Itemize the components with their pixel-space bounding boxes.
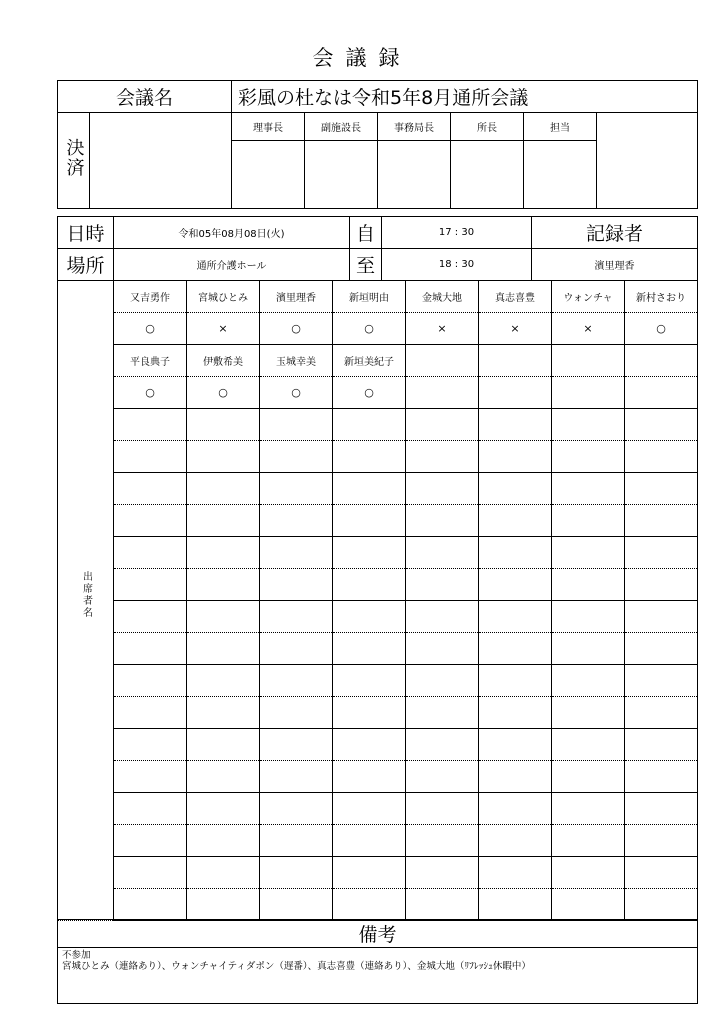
attendee-name — [260, 537, 333, 569]
approval-role: 理事長 — [232, 113, 305, 141]
attendee-name: 濱里理香 — [260, 281, 333, 313]
attendee-name — [406, 345, 479, 377]
meeting-name-label: 会議名 — [58, 81, 232, 113]
attendance-mark — [114, 441, 187, 473]
attendance-mark — [114, 505, 187, 537]
attendee-name: ウォンチャ — [552, 281, 625, 313]
attendance-mark: ○ — [260, 377, 333, 409]
attendance-mark — [625, 889, 698, 921]
attendee-name — [114, 793, 187, 825]
attendee-name — [625, 793, 698, 825]
place-value: 通所介護ホール — [114, 249, 350, 281]
page-title: 会議録 — [312, 46, 412, 70]
attendance-mark — [187, 441, 260, 473]
attendance-mark — [333, 441, 406, 473]
attendee-name: 伊敷希美 — [187, 345, 260, 377]
recorder-value: 濱里理香 — [532, 249, 698, 281]
attendance-mark — [479, 633, 552, 665]
attendance-mark — [114, 633, 187, 665]
attendance-mark — [114, 569, 187, 601]
attendance-mark — [406, 761, 479, 793]
attendee-name — [114, 473, 187, 505]
attendee-name — [479, 793, 552, 825]
attendee-name — [333, 409, 406, 441]
attendee-name — [333, 473, 406, 505]
attendance-mark — [406, 697, 479, 729]
attendees-label: 出席者名 — [58, 281, 114, 921]
remarks-line: 宮城ひとみ（連絡あり）、ウォンチャイティダポン（遅番）、真志喜豊（連絡あり）、金城大地（ﾘﾌﾚｯｼｭ休暇中） — [62, 961, 531, 972]
attendee-name — [552, 537, 625, 569]
attendance-mark — [333, 889, 406, 921]
attendee-name — [187, 665, 260, 697]
attendee-name — [260, 857, 333, 889]
attendance-mark: × — [406, 313, 479, 345]
attendance-mark — [406, 633, 479, 665]
attendee-name — [187, 793, 260, 825]
attendee-name — [333, 793, 406, 825]
remarks-line: 不参加 — [62, 950, 91, 961]
attendee-name — [479, 409, 552, 441]
attendance-mark — [479, 761, 552, 793]
attendance-mark: ○ — [114, 377, 187, 409]
attendance-mark — [187, 889, 260, 921]
attendance-mark — [552, 569, 625, 601]
attendance-mark — [406, 825, 479, 857]
attendee-name — [260, 665, 333, 697]
attendance-mark: ○ — [333, 377, 406, 409]
attendee-name — [260, 601, 333, 633]
attendance-mark — [552, 633, 625, 665]
attendee-name — [406, 473, 479, 505]
attendance-mark — [114, 889, 187, 921]
attendee-name — [406, 793, 479, 825]
attendee-name — [333, 537, 406, 569]
attendee-name — [552, 601, 625, 633]
attendance-mark — [260, 505, 333, 537]
attendance-mark — [406, 569, 479, 601]
attendee-name — [406, 537, 479, 569]
attendee-name — [260, 793, 333, 825]
attendee-name — [114, 537, 187, 569]
to-label: 至 — [350, 249, 382, 281]
attendance-mark — [333, 569, 406, 601]
attendance-mark — [406, 441, 479, 473]
attendee-name — [260, 409, 333, 441]
stamp-box[interactable] — [451, 141, 524, 209]
header-table — [57, 80, 698, 209]
approval-label: 決済 — [58, 113, 90, 209]
attendance-mark — [260, 761, 333, 793]
attendee-name — [625, 537, 698, 569]
attendance-mark: ○ — [187, 377, 260, 409]
meeting-name-value: 彩風の杜なは令和5年8月通所会議 — [232, 81, 698, 113]
attendee-name — [114, 857, 187, 889]
attendee-name — [479, 537, 552, 569]
attendance-mark — [625, 697, 698, 729]
attendee-name — [552, 473, 625, 505]
attendance-mark — [406, 377, 479, 409]
attendance-mark: × — [479, 313, 552, 345]
attendee-name: 金城大地 — [406, 281, 479, 313]
attendance-mark — [625, 761, 698, 793]
attendee-name — [552, 345, 625, 377]
attendance-mark — [187, 697, 260, 729]
attendance-mark — [552, 825, 625, 857]
attendance-mark — [333, 761, 406, 793]
attendance-mark — [479, 505, 552, 537]
attendance-mark — [552, 761, 625, 793]
attendee-name — [114, 665, 187, 697]
attendee-name: 宮城ひとみ — [187, 281, 260, 313]
approval-spare — [597, 113, 698, 209]
attendance-mark — [625, 569, 698, 601]
stamp-box[interactable] — [305, 141, 378, 209]
stamp-box[interactable] — [232, 141, 305, 209]
attendance-mark — [479, 697, 552, 729]
attendance-mark — [625, 441, 698, 473]
place-label: 場所 — [58, 249, 114, 281]
attendance-mark — [187, 569, 260, 601]
attendance-mark — [187, 505, 260, 537]
attendance-mark — [552, 377, 625, 409]
attendee-name — [625, 409, 698, 441]
attendance-mark — [187, 825, 260, 857]
to-time: 18 : 30 — [382, 249, 532, 281]
attendance-mark — [552, 697, 625, 729]
attendance-mark: ○ — [114, 313, 187, 345]
remarks-table — [57, 919, 698, 1004]
attendee-name — [406, 409, 479, 441]
attendance-mark — [479, 825, 552, 857]
attendee-name — [625, 729, 698, 761]
attendee-name — [552, 729, 625, 761]
attendee-name — [187, 601, 260, 633]
attendee-name — [479, 729, 552, 761]
attendance-mark — [333, 697, 406, 729]
attendance-mark — [187, 633, 260, 665]
attendee-name — [260, 729, 333, 761]
attendance-mark — [552, 505, 625, 537]
attendee-name: 又吉勇作 — [114, 281, 187, 313]
attendance-mark — [260, 825, 333, 857]
attendance-mark — [333, 633, 406, 665]
attendance-mark — [260, 633, 333, 665]
attendee-name — [187, 729, 260, 761]
attendance-mark: ○ — [625, 313, 698, 345]
attendance-mark — [333, 825, 406, 857]
attendee-name — [333, 601, 406, 633]
attendee-name: 真志喜豊 — [479, 281, 552, 313]
attendee-name — [333, 665, 406, 697]
attendance-mark — [187, 761, 260, 793]
attendees-table — [57, 280, 698, 921]
attendee-name — [625, 345, 698, 377]
attendance-mark — [114, 697, 187, 729]
attendee-name — [479, 665, 552, 697]
attendee-name — [479, 473, 552, 505]
attendee-name — [187, 409, 260, 441]
attendance-mark — [479, 441, 552, 473]
attendance-mark — [625, 377, 698, 409]
attendee-name — [479, 345, 552, 377]
attendee-name — [333, 729, 406, 761]
attendance-mark — [406, 889, 479, 921]
attendance-mark — [552, 889, 625, 921]
approval-role: 所長 — [451, 113, 524, 141]
attendee-name — [406, 601, 479, 633]
attendance-mark — [260, 889, 333, 921]
attendance-mark — [479, 569, 552, 601]
attendee-name — [406, 665, 479, 697]
attendee-name — [406, 857, 479, 889]
attendee-name — [114, 729, 187, 761]
attendance-mark — [479, 889, 552, 921]
attendee-name — [552, 409, 625, 441]
attendance-mark — [260, 569, 333, 601]
attendance-mark: ○ — [260, 313, 333, 345]
attendee-name: 平良典子 — [114, 345, 187, 377]
datetime-label: 日時 — [58, 217, 114, 249]
attendee-name: 新垣美紀子 — [333, 345, 406, 377]
attendee-name — [479, 857, 552, 889]
attendee-name — [552, 857, 625, 889]
attendance-mark — [260, 697, 333, 729]
attendee-name — [114, 601, 187, 633]
attendee-name: 新垣明由 — [333, 281, 406, 313]
datetime-value: 令和05年08月08日(火) — [114, 217, 350, 249]
attendance-mark — [260, 441, 333, 473]
attendee-name — [625, 473, 698, 505]
remarks-label: 備考 — [58, 920, 698, 948]
approval-role: 事務局長 — [378, 113, 451, 141]
from-time: 17 : 30 — [382, 217, 532, 249]
attendance-mark: × — [187, 313, 260, 345]
attendee-name: 玉城幸美 — [260, 345, 333, 377]
attendee-name — [114, 409, 187, 441]
attendance-mark — [114, 761, 187, 793]
recorder-label: 記録者 — [532, 217, 698, 249]
attendance-mark — [406, 505, 479, 537]
remarks-body — [58, 948, 698, 1004]
attendance-mark — [333, 505, 406, 537]
from-label: 自 — [350, 217, 382, 249]
approval-role: 副施設長 — [305, 113, 378, 141]
attendee-name — [187, 473, 260, 505]
attendee-name — [552, 665, 625, 697]
attendee-name — [625, 601, 698, 633]
attendee-name — [333, 857, 406, 889]
attendee-name — [187, 857, 260, 889]
approval-blank — [90, 113, 232, 209]
attendance-mark — [625, 825, 698, 857]
attendance-mark — [625, 505, 698, 537]
attendee-name — [479, 601, 552, 633]
attendance-mark — [479, 377, 552, 409]
attendance-mark: ○ — [333, 313, 406, 345]
attendee-name — [552, 793, 625, 825]
stamp-box[interactable] — [378, 141, 451, 209]
attendee-name — [187, 537, 260, 569]
stamp-box[interactable] — [524, 141, 597, 209]
attendance-mark — [625, 633, 698, 665]
info-table — [57, 216, 698, 281]
approval-role: 担当 — [524, 113, 597, 141]
attendance-mark — [552, 441, 625, 473]
attendee-name: 新村さおり — [625, 281, 698, 313]
attendee-name — [625, 665, 698, 697]
attendee-name — [625, 857, 698, 889]
attendance-mark — [114, 825, 187, 857]
attendee-name — [406, 729, 479, 761]
attendance-mark: × — [552, 313, 625, 345]
attendee-name — [260, 473, 333, 505]
